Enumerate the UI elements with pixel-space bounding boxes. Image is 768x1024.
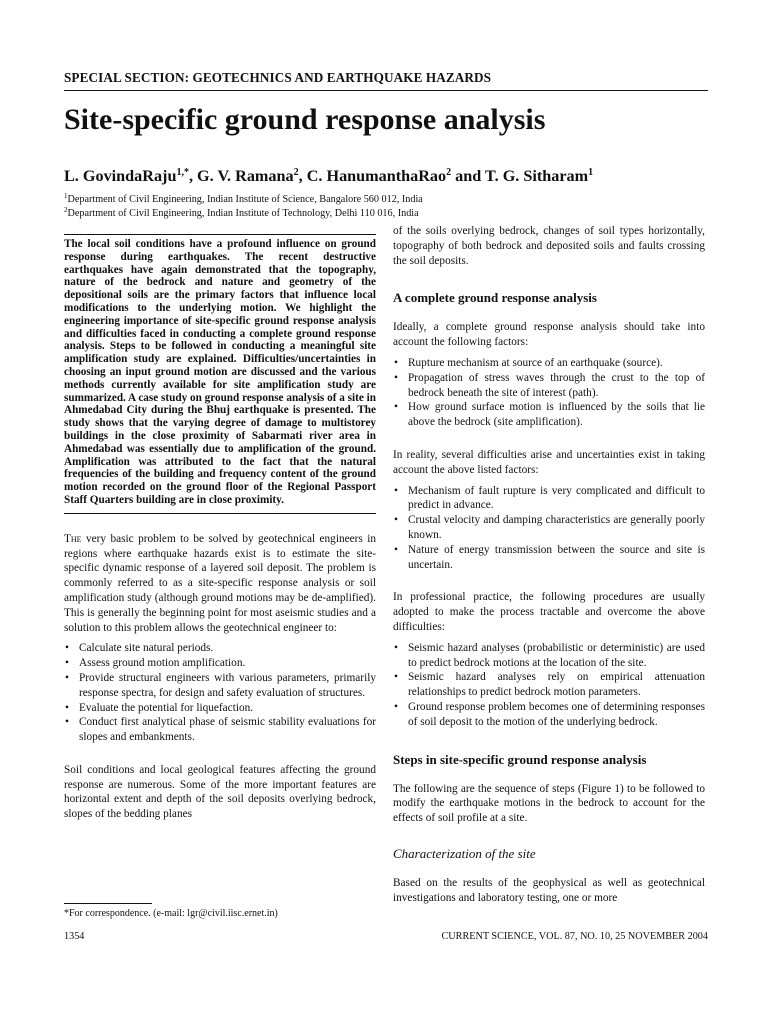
bullet-glyph: • [394, 700, 398, 713]
intro-lead-word: The [64, 532, 82, 545]
footnote-divider [64, 903, 152, 904]
list-item [64, 641, 376, 656]
left-column [64, 234, 376, 822]
bullet-glyph: • [65, 701, 69, 714]
body-paragraph: The following are the sequence of steps (Figure 1) to be followed to modify the earthquake motions in the bedrock to account for the effects of soil profile at a site. [393, 782, 705, 825]
list-item [393, 371, 705, 401]
correspondence-footnote: *For correspondence. (e-mail: lgr@civil.iisc.ernet.in) [64, 908, 278, 919]
bullet-list [393, 641, 705, 730]
author-affiliation-mark: 2 [446, 167, 452, 178]
list-item [64, 701, 376, 716]
list-item-text: Ground response problem becomes one of determining responses of soil deposit to the motion of the underlying bedrock. [408, 700, 705, 728]
bullet-glyph: • [394, 371, 398, 384]
list-item [64, 671, 376, 701]
author-separator: and [451, 167, 486, 185]
list-item-text: Conduct first analytical phase of seismic stability evaluations for slopes and embankments. [79, 716, 376, 744]
affiliation-mark: 2 [64, 206, 68, 214]
author-list [64, 162, 708, 187]
list-item [393, 670, 705, 700]
list-item-text: Provide structural engineers with various parameters, primarily response spectra, for design and safety evaluation of structures. [79, 671, 376, 699]
list-item-text: Seismic hazard analyses rely on empirical attenuation relationships to predict bedrock motion parameters. [408, 671, 705, 699]
list-item [393, 641, 705, 671]
list-item-text: Assess ground motion amplification. [79, 657, 246, 670]
affiliation-mark: 1 [64, 192, 68, 200]
body-paragraph: Soil conditions and local geological features affecting the ground response are numerous. Some of the more important features are horizontal extent and depth of the soil deposits overlying bedrock, slopes of the bedding planes [64, 763, 376, 821]
intro-paragraph [64, 532, 376, 636]
subsection-heading: Characterization of the site [393, 845, 536, 861]
section-header: SPECIAL SECTION: GEOTECHNICS AND EARTHQUAKE HAZARDS [64, 70, 708, 91]
bullet-list [64, 641, 376, 745]
list-item-text: Seismic hazard analyses (probabilistic or deterministic) are used to predict bedrock motions at the location of the site. [408, 641, 705, 669]
list-item-text: Nature of energy transmission between the source and site is uncertain. [408, 543, 705, 571]
author-separator: , [298, 167, 307, 185]
author-name: L. GovindaRaju [64, 167, 177, 185]
list-item-text: Propagation of stress waves through the crust to the top of bedrock beneath the site of interest (path). [408, 371, 705, 399]
author-affiliation-mark: 1,* [176, 167, 189, 178]
list-item [64, 715, 376, 745]
intro-text: very basic problem to be solved by geotechnical engineers in regions where earthquake hazards exist is to estimate the site-specific dynamic response of a layered soil deposit. The problem is commonly referred to as a site-specific response analysis or soil amplification study (although ground motions may be de-amplified). This is generally the beginning point for most aseismic studies and a solution to this problem allows the geotechnical engineer to: [64, 532, 376, 634]
list-item [393, 543, 705, 573]
body-paragraph: In professional practice, the following procedures are usually adopted to make the process tractable and overcome the above difficulties: [393, 591, 705, 633]
author-separator: , [188, 167, 198, 185]
body-paragraph: In reality, several difficulties arise and uncertainties exist in taking account the above listed factors: [393, 448, 705, 476]
paper-title: Site-specific ground response analysis [64, 103, 546, 136]
list-item-text: Mechanism of fault rupture is very complicated and difficult to predict in advance. [408, 484, 705, 512]
bullet-list [393, 356, 705, 430]
author-affiliation-mark: 2 [293, 167, 299, 178]
journal-citation: CURRENT SCIENCE, VOL. 87, NO. 10, 25 NOVEMBER 2004 [441, 931, 708, 942]
author-name: G. V. Ramana [197, 167, 294, 185]
list-item-text: Crustal velocity and damping characteristics are generally poorly known. [408, 514, 705, 541]
bullet-glyph: • [394, 543, 398, 556]
list-item-text: Rupture mechanism at source of an earthquake (source). [408, 356, 663, 369]
section-heading: Steps in site-specific ground response analysis [393, 751, 647, 767]
list-item [393, 513, 705, 543]
body-paragraph: Ideally, a complete ground response analysis should take into account the following factors: [393, 321, 705, 349]
affiliation-text: Department of Civil Engineering, Indian Institute of Technology, Delhi 110 016, India [67, 208, 419, 219]
bullet-glyph: • [394, 514, 398, 527]
right-column [393, 224, 705, 906]
section-heading: A complete ground response analysis [393, 290, 597, 306]
body-paragraph: Based on the results of the geophysical as well as geotechnical investigations and laboratory testing, one or more [393, 876, 705, 904]
author-name: T. G. Sitharam [485, 167, 589, 185]
bullet-glyph: • [394, 401, 398, 414]
list-item-text: Evaluate the potential for liquefaction. [79, 701, 254, 714]
affiliation-text: Department of Civil Engineering, Indian Institute of Science, Bangalore 560 012, India [67, 194, 423, 205]
bullet-glyph: • [65, 716, 69, 729]
list-item-text: How ground surface motion is influenced by the soils that lie above the bedrock (site amplification). [408, 401, 705, 429]
list-item-text: Calculate site natural periods. [79, 642, 214, 655]
bullet-list [393, 484, 705, 573]
author-affiliation-mark: 1 [588, 167, 594, 178]
abstract: The local soil conditions have a profound influence on ground response during earthquakes. The recent destructive earthquakes have again demonstrated that the topography, nature of the bedrock and nature and geometry of the depositional soils are the primary factors that influence local modifications to the underlying motion. We highlight the engineering importance of site-specific ground response analysis and difficulties faced in conducting a complete ground response analysis. Steps to be followed in conducting a meaningful site amplification study are explained. Difficulties/uncertainties in choosing an input ground motion are discussed and the various methods currently available for site amplification study are summarized. A case study on ground response analysis of a site in Ahmedabad City during the Bhuj earthquake is presented. The study shows that the varying degree of damage to multistorey buildings in the close proximity of Sabarmati river area in Ahmedabad was essentially due to amplification of the ground. Amplification was attributed to the fact that the natural frequencies of the building and frequency content of the ground motion recorded on the ground floor of the Regional Passport Staff Quarters building are in close proximity. [64, 234, 376, 514]
page-number: 1354 [64, 931, 85, 942]
bullet-glyph: • [394, 641, 398, 654]
list-item [393, 356, 705, 371]
list-item [64, 656, 376, 671]
affiliation [64, 203, 708, 221]
bullet-glyph: • [65, 671, 69, 684]
author-name: C. HanumanthaRao [306, 167, 447, 185]
bullet-glyph: • [394, 671, 398, 684]
bullet-glyph: • [394, 356, 398, 369]
list-item [393, 700, 705, 730]
bullet-glyph: • [65, 642, 69, 655]
list-item [393, 484, 705, 514]
bullet-glyph: • [65, 657, 69, 670]
list-item [393, 400, 705, 430]
body-paragraph: of the soils overlying bedrock, changes of soil types horizontally, topography of both bedrock and deposited soils and faults crossing the soil deposits. [393, 225, 705, 267]
bullet-glyph: • [394, 484, 398, 497]
